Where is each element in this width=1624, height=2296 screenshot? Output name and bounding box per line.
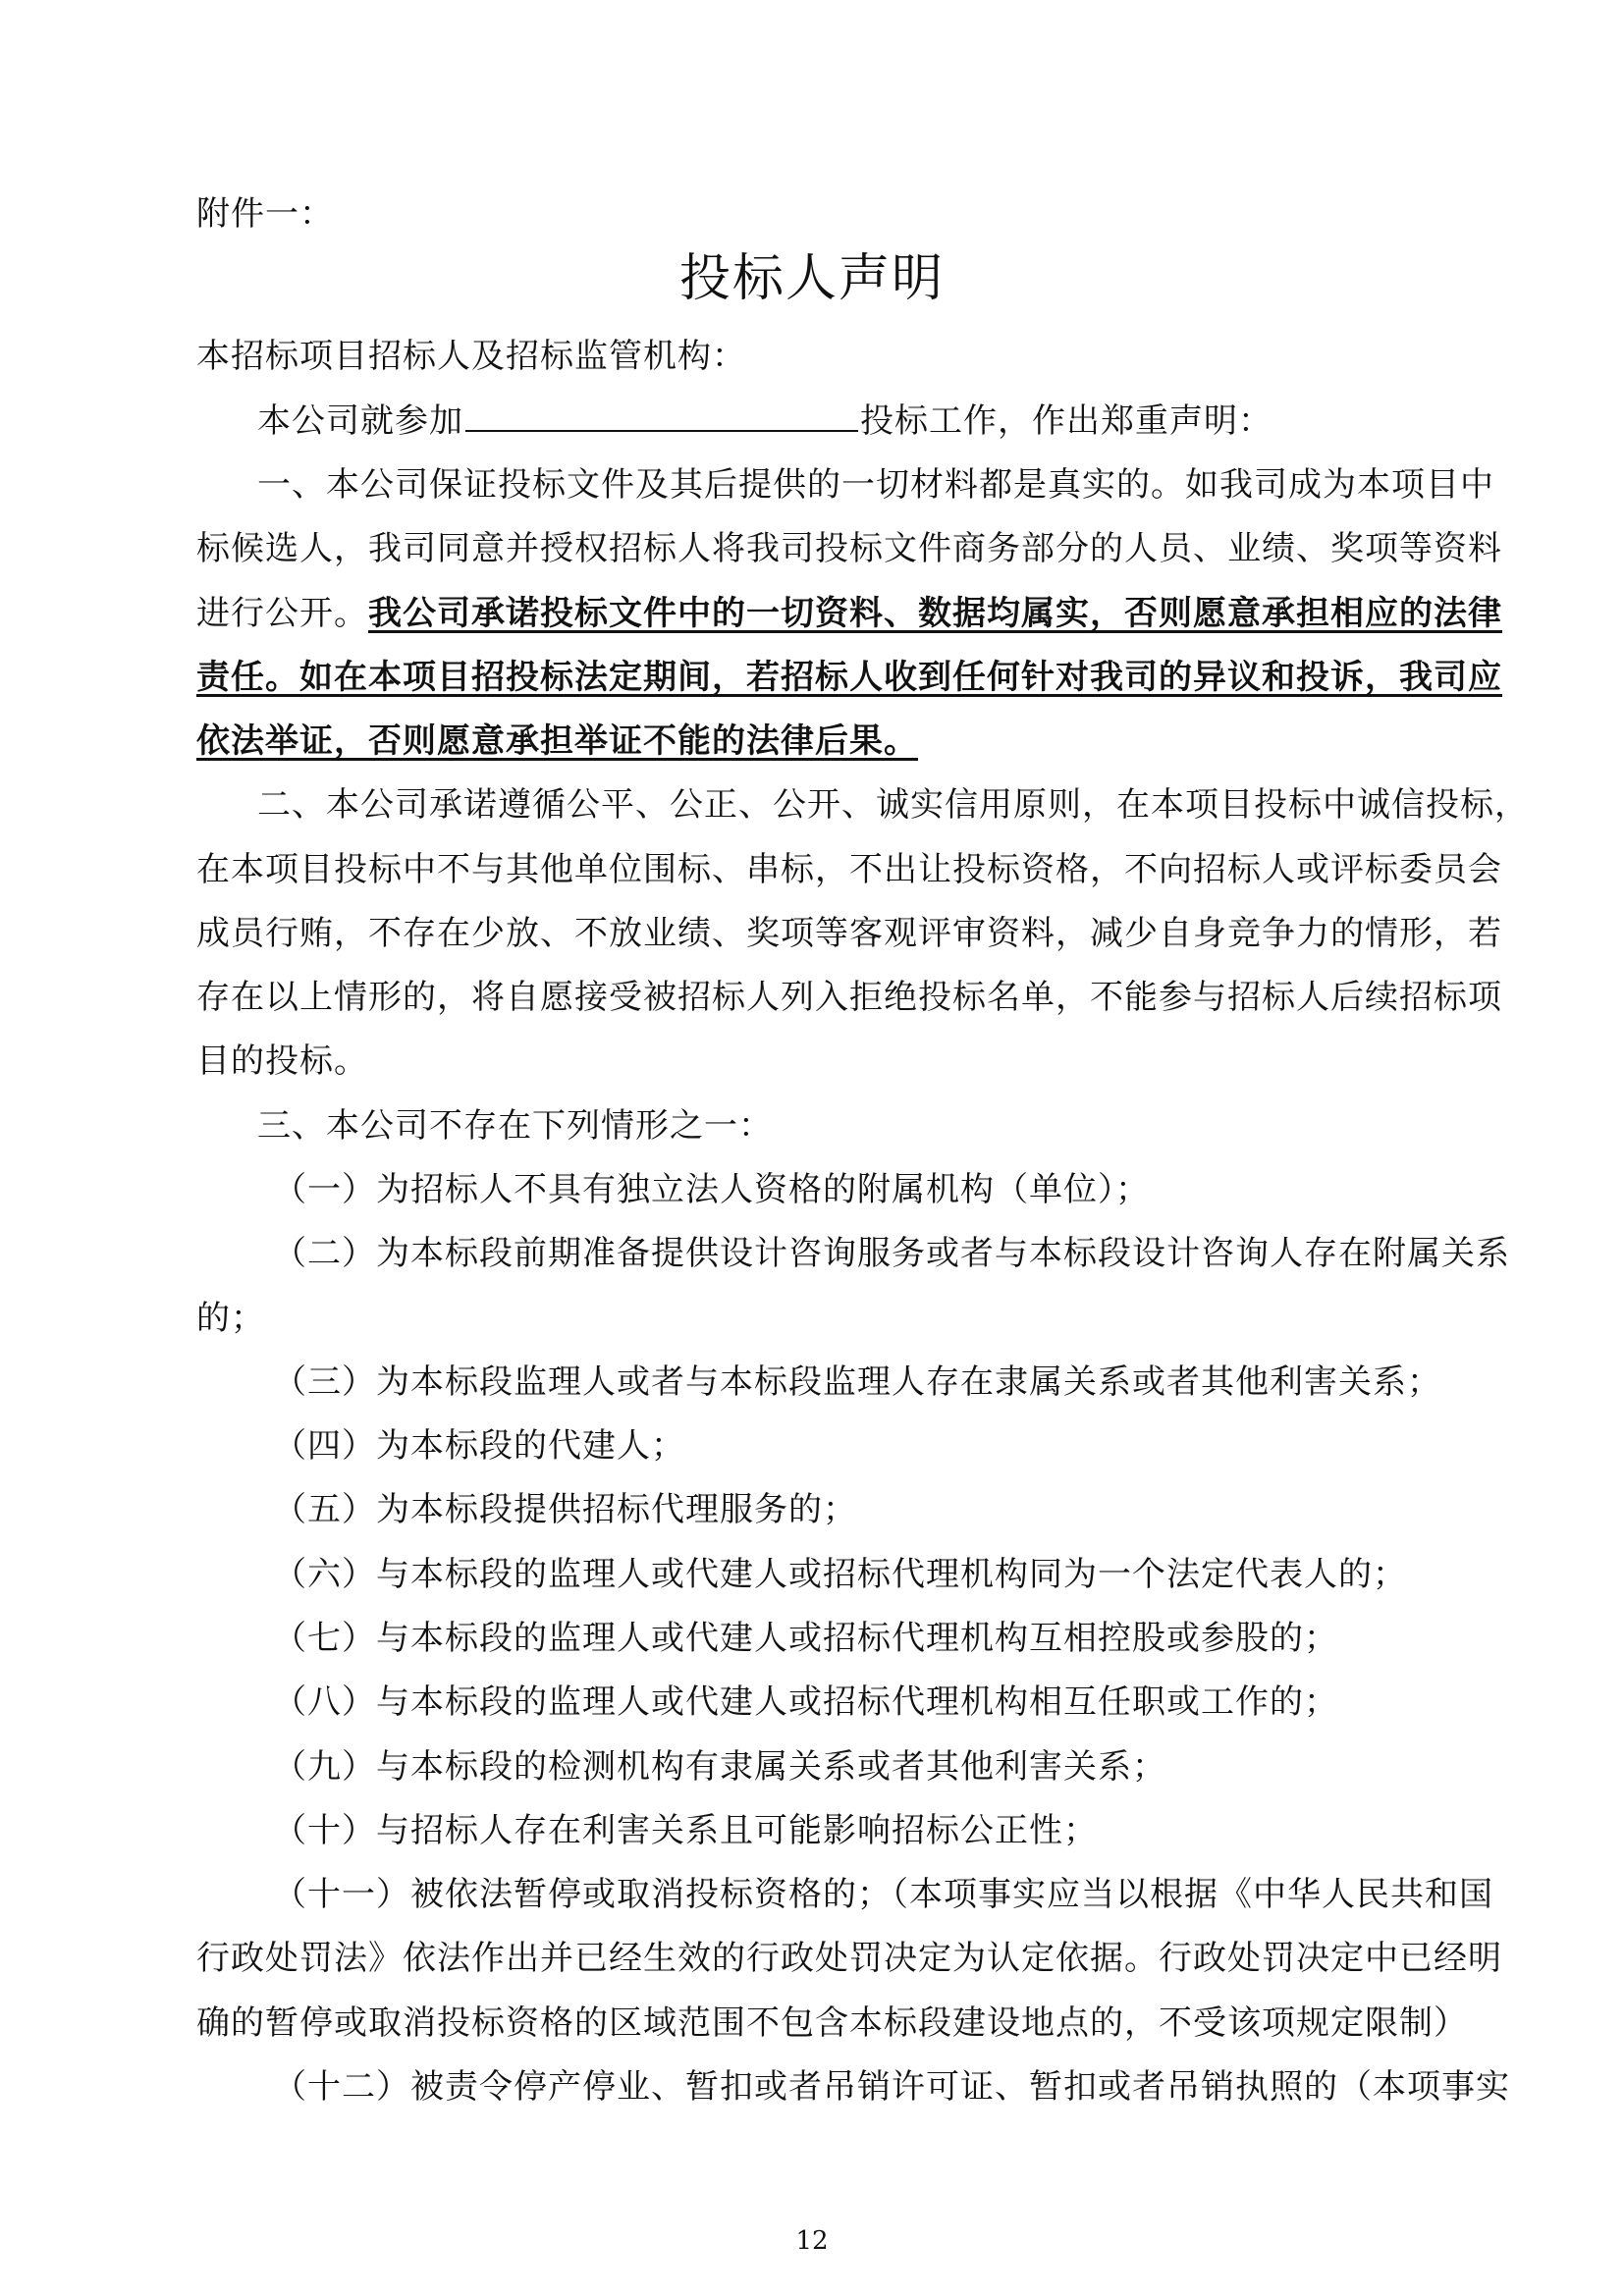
para1-line3-emphasis: 我公司承诺投标文件中的一切资料、数据均属实，否则愿意承担相应的法律 (368, 594, 1502, 633)
para2-line1: 二、本公司承诺遵循公平、公正、公开、诚实信用原则，在本项目投标中诚信投标， (257, 785, 1529, 825)
page-title: 投标人声明 (678, 249, 945, 308)
para2-line3: 成员行贿，不存在少放、不放业绩、奖项等客观评审资料，减少自身竞争力的情形，若 (196, 914, 1502, 953)
para1-line4-emphasis: 责任。如在本项目招投标法定期间，若招标人收到任何针对我司的异议和投诉，我司应 (196, 658, 1502, 697)
list-item-3: （三）为本标段监理人或者与本标段监理人存在隶属关系或者其他利害关系； (273, 1362, 1441, 1402)
para2-line4: 存在以上情形的，将自愿接受被招标人列入拒绝投标名单，不能参与招标人后续招标项 (196, 978, 1502, 1017)
attachment-label: 附件一： (196, 194, 334, 234)
para1-line2: 标候选人，我司同意并授权招标人将我司投标文件商务部分的人员、业绩、奖项等资料 (196, 529, 1502, 568)
list-item-1: （一）为招标人不具有独立法人资格的附属机构（单位）； (273, 1170, 1150, 1209)
para1-line1: 一、本公司保证投标文件及其后提供的一切材料都是真实的。如我司成为本项目中 (257, 465, 1494, 505)
list-item-2-line1: （二）为本标段前期准备提供设计咨询服务或者与本标段设计咨询人存在附属关系 (273, 1234, 1510, 1273)
para1-line5-emphasis: 依法举证，否则愿意承担举证不能的法律后果。 (196, 721, 918, 761)
list-item-10: （十）与招标人存在利害关系且可能影响招标公正性； (273, 1811, 1098, 1850)
list-item-5: （五）为本标段提供招标代理服务的； (273, 1490, 857, 1529)
list-item-11-line2: 行政处罚法》依法作出并已经生效的行政处罚决定为认定依据。行政处罚决定中已经明 (196, 1939, 1502, 1978)
list-item-9: （九）与本标段的检测机构有隶属关系或者其他利害关系； (273, 1747, 1166, 1787)
list-item-7: （七）与本标段的监理人或代建人或招标代理机构互相控股或参股的； (273, 1619, 1338, 1658)
para2-line2: 在本项目投标中不与其他单位围标、串标，不出让投标资格，不向招标人或评标委员会 (196, 850, 1502, 889)
intro-before-blank: 本公司就参加 (257, 401, 463, 441)
intro-line (257, 400, 1510, 443)
list-item-2-line2: 的； (196, 1299, 265, 1338)
list-item-11-line1: （十一）被依法暂停或取消投标资格的；（本项事实应当以根据《中华人民共和国 (273, 1875, 1493, 1914)
para1-line3 (196, 592, 1502, 635)
intro-after-blank: 投标工作，作出郑重声明： (860, 401, 1272, 441)
project-name-blank (465, 400, 858, 432)
para1-line3-normal: 进行公开。 (196, 594, 368, 633)
list-item-8: （八）与本标段的监理人或代建人或招标代理机构相互任职或工作的； (273, 1682, 1338, 1722)
para2-line5: 目的投标。 (196, 1041, 368, 1081)
list-item-4: （四）为本标段的代建人； (273, 1426, 685, 1466)
list-item-6: （六）与本标段的监理人或代建人或招标代理机构同为一个法定代表人的； (273, 1555, 1407, 1594)
page-number: 12 (795, 2226, 829, 2256)
para3-heading: 三、本公司不存在下列情形之一： (257, 1106, 773, 1146)
addressee: 本招标项目招标人及招标监管机构： (196, 337, 746, 376)
list-item-11-line3: 确的暂停或取消投标资格的区域范围不包含本标段建设地点的，不受该项规定限制） (196, 2003, 1468, 2043)
list-item-12-line1: （十二）被责令停产停业、暂扣或者吊销许可证、暂扣或者吊销执照的（本项事实 (273, 2067, 1510, 2107)
